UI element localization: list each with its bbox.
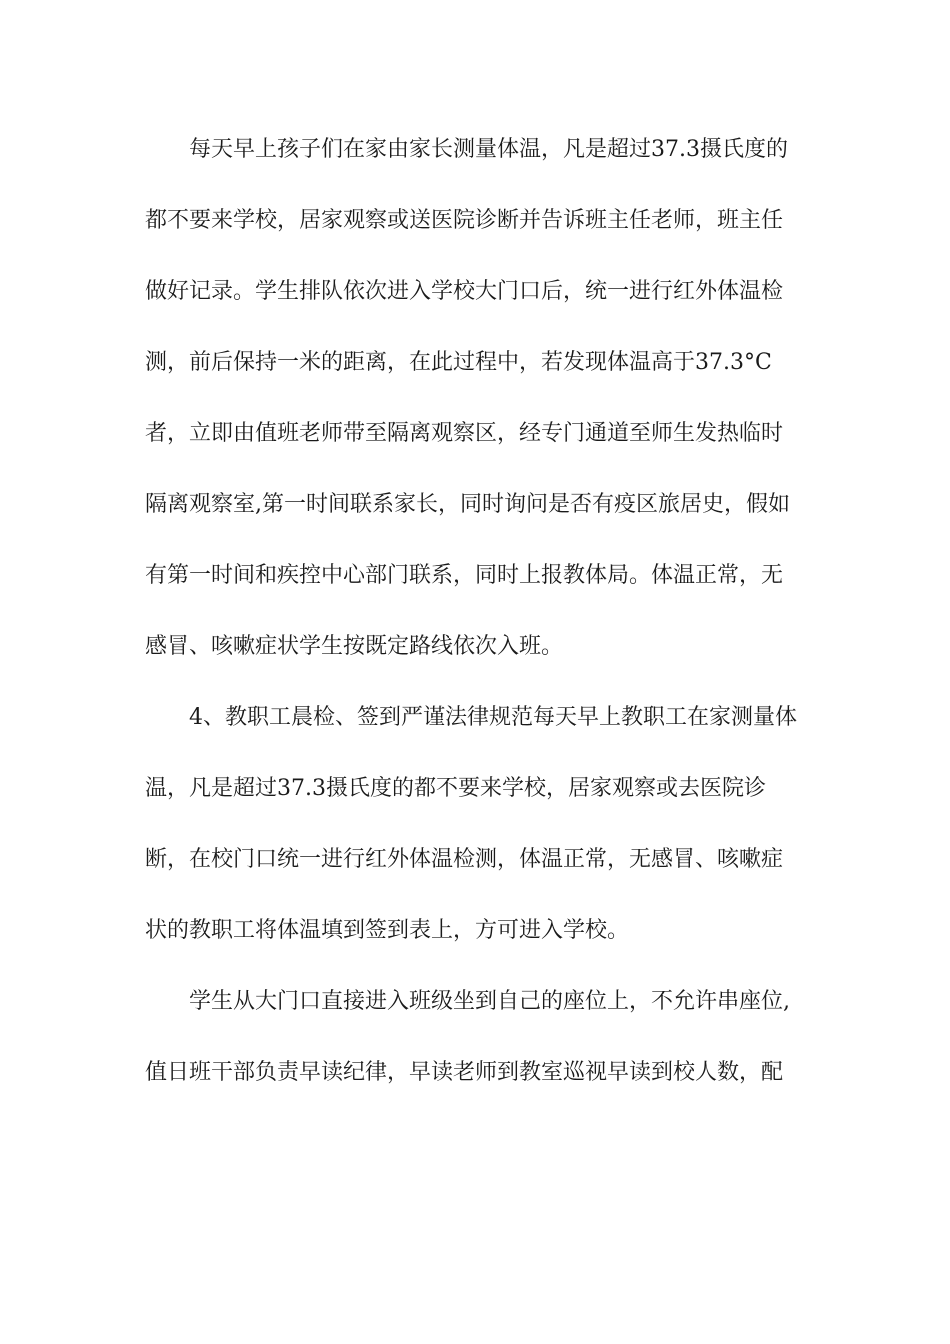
paragraph-1-line-2: 都不要来学校，居家观察或送医院诊断并告诉班主任老师，班主任 — [145, 208, 784, 233]
paragraph-1-line-5: 者，立即由值班老师带至隔离观察区，经专门通道至师生发热临时 — [145, 421, 784, 446]
paragraph-1-line-4: 测，前后保持一米的距离，在此过程中，若发现体温高于37.3°C — [145, 350, 772, 375]
paragraph-2-line-1: 4、教职工晨检、签到严谨法律规范每天早上教职工在家测量体 — [189, 705, 797, 730]
paragraph-1-line-8: 感冒、咳嗽症状学生按既定路线依次入班。 — [145, 634, 564, 659]
paragraph-2-line-3: 断，在校门口统一进行红外体温检测，体温正常，无感冒、咳嗽症 — [145, 847, 784, 872]
paragraph-1-line-7: 有第一时间和疾控中心部门联系，同时上报教体局。体温正常，无 — [145, 563, 784, 588]
paragraph-3-line-1: 学生从大门口直接进入班级坐到自己的座位上，不允许串座位, — [189, 989, 790, 1014]
paragraph-1-line-3: 做好记录。学生排队依次进入学校大门口后，统一进行红外体温检 — [145, 279, 784, 304]
paragraph-1-line-6: 隔离观察室,第一时间联系家长，同时询问是否有疫区旅居史，假如 — [145, 492, 790, 517]
paragraph-2-line-4: 状的教职工将体温填到签到表上，方可进入学校。 — [145, 918, 630, 943]
paragraph-2-line-2: 温，凡是超过37.3摄氏度的都不要来学校，居家观察或去医院诊 — [145, 776, 766, 801]
paragraph-1-line-1: 每天早上孩子们在家由家长测量体温，凡是超过37.3摄氏度的 — [189, 137, 788, 162]
paragraph-3-line-2: 值日班干部负责早读纪律，早读老师到教室巡视早读到校人数，配 — [145, 1060, 784, 1085]
